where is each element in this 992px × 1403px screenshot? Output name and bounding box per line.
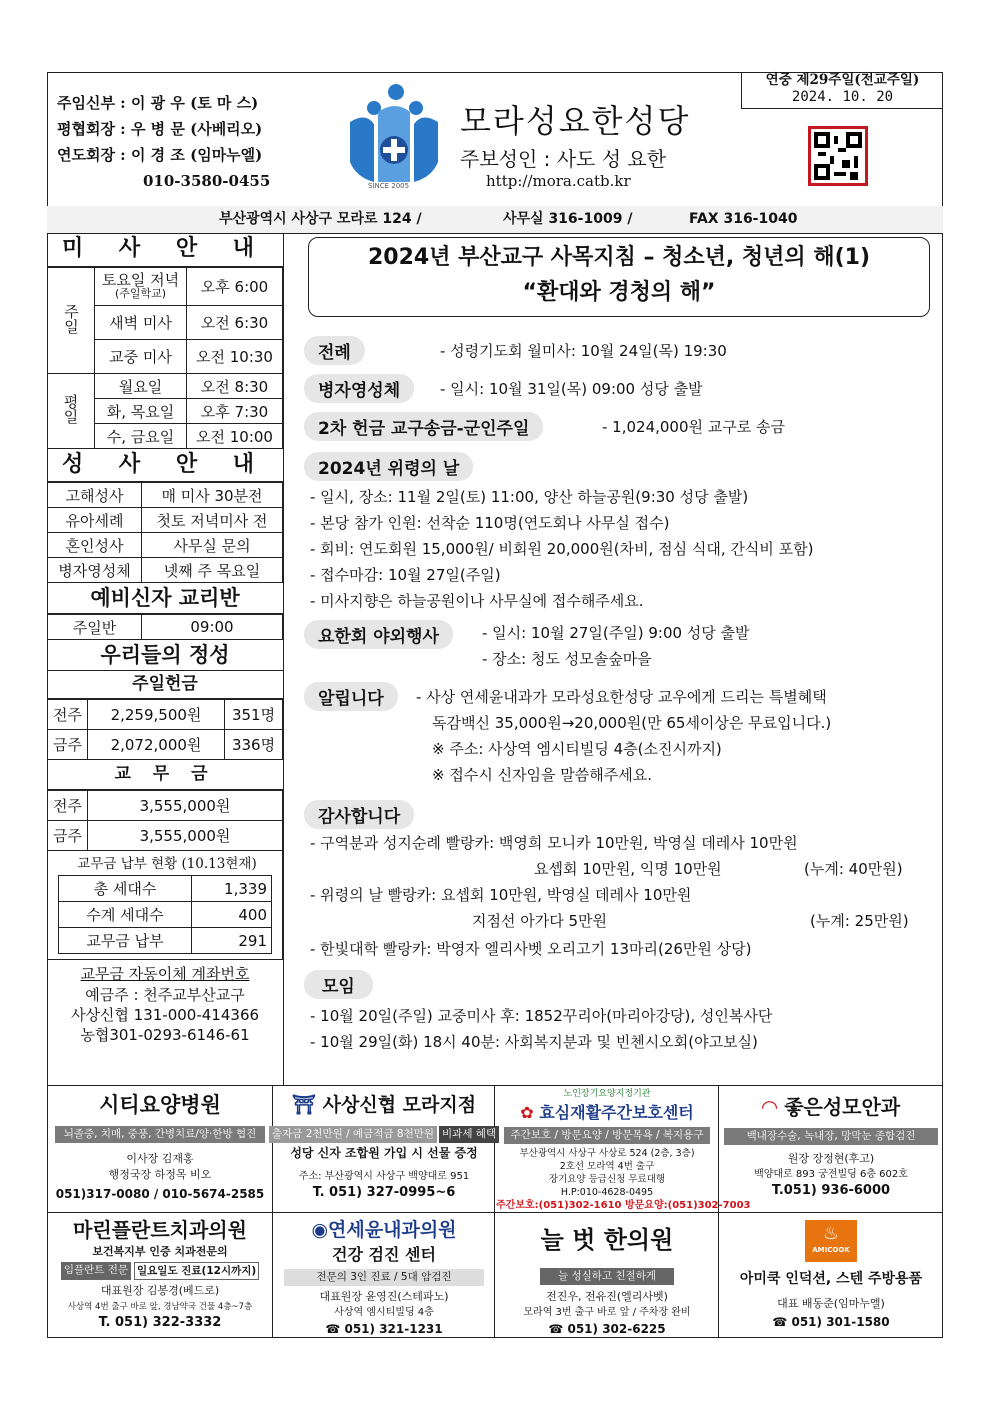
ad-hyosim-center[interactable] — [496, 1088, 751, 1212]
offering-amount: 2,259,500원 — [88, 700, 225, 730]
ad-phone: ☎ 051) 301-1580 — [772, 1315, 890, 1329]
ad-name: 늘 벗 한의원 — [540, 1225, 674, 1254]
mass-time: 오전 10:30 — [187, 340, 283, 374]
meeting-line: - 10월 20일(주일) 교중미사 후: 1852꾸리아(마리아강당), 성인복사단 — [310, 1007, 773, 1025]
dues-status-box — [47, 851, 283, 960]
sunday-offering-title: 주일헌금 — [47, 671, 283, 699]
week-label: 전주 — [48, 700, 88, 730]
account-nonghyup: 농협301-0293-6146-61 — [80, 1026, 250, 1044]
chef-hat-icon: ♨ — [822, 1223, 840, 1244]
ad-line: 부산광역시 사상구 사상로 524 (2층, 3층) — [519, 1148, 695, 1159]
thanks-total: (누계: 40만원) — [804, 860, 903, 878]
liturgy-label: 전례 — [304, 336, 365, 365]
mass-name: 토요일 저녁 (주일학교) — [95, 268, 187, 306]
yonsei-logo-icon: ◉ — [311, 1219, 329, 1241]
meeting-label: 모임 — [304, 970, 373, 999]
sacrament-table — [47, 482, 283, 583]
second-collection-text: - 1,024,000원 교구로 송금 — [602, 418, 785, 436]
second-collection-label: 2차 헌금 교구송금-군인주일 — [304, 412, 543, 441]
ad-line: 2호선 모라역 4번 출구 — [559, 1161, 655, 1172]
sacrament-name: 고해성사 — [48, 483, 142, 508]
thanks-line: - 구역분과 성지순례 빨랑카: 백영희 모니카 10만원, 박영실 데레사 10만원 — [310, 834, 798, 852]
divider — [494, 1085, 495, 1338]
ad-name: 사상신협 모라지점 — [322, 1094, 477, 1116]
ad-name: 아미쿡 인덕션, 스텐 주방용품 — [739, 1271, 923, 1287]
mass-name: 월요일 — [95, 374, 187, 399]
ad-bar: 늘 성실하고 친절하게 — [540, 1268, 674, 1285]
memorial-label: 2024년 위령의 날 — [304, 452, 473, 481]
ad-name: 마린플란트치과의원 — [73, 1218, 247, 1242]
ad-name: 효심재활주간보호센터 — [539, 1103, 694, 1122]
shinhyup-logo-icon: ⛩ — [291, 1094, 317, 1116]
mass-name: 새벽 미사 — [95, 306, 187, 340]
memorial-section — [304, 452, 934, 614]
thanks-section — [304, 800, 934, 960]
john-society-label: 요한회 야외행사 — [304, 620, 453, 649]
sacrament-value: 첫토 저녁미사 전 — [142, 508, 283, 533]
ad-name-row — [274, 1216, 494, 1244]
ad-name: 좋은성모안과 — [784, 1095, 901, 1119]
ad-bar: 비과세 혜택 — [439, 1126, 499, 1143]
second-collection-section — [304, 412, 934, 452]
ad-name-row — [274, 1090, 494, 1120]
ad-line: 전진우, 전유진(엘리사벳) — [546, 1290, 668, 1303]
thanks-line: - 위령의 날 빨랑카: 요셉회 10만원, 박영실 데레사 10만원 — [310, 886, 692, 904]
thanks-line: - 한빛대학 빨랑카: 박영자 엘리사벳 오리고기 13마리(26만원 상당) — [310, 940, 752, 958]
fax-number: FAX 316-1040 — [689, 211, 798, 227]
status-value: 1,339 — [192, 876, 272, 902]
account-holder: 예금주 : 천주교부산교구 — [85, 986, 245, 1004]
ad-line: 행정국장 하정목 비오 — [108, 1168, 212, 1181]
divider — [283, 233, 284, 1085]
mass-title: 미 사 안 내 — [47, 233, 283, 267]
ad-phone: ☎ 051) 302-6225 — [548, 1322, 666, 1336]
dues-title: 교 무 금 — [47, 760, 283, 790]
liturgy-section — [304, 336, 934, 368]
memorial-line: - 본당 참가 인원: 선착순 110명(연도회나 사무실 접수) — [310, 514, 670, 532]
ad-bar: 출자금 2천만원 / 예금적금 8천만원 — [269, 1126, 437, 1143]
meeting-section — [304, 970, 934, 1055]
dues-table — [47, 790, 283, 851]
sacrament-title: 성 사 안 내 — [47, 449, 283, 482]
catechumen-class: 주일반 — [48, 615, 142, 640]
divider — [272, 1085, 273, 1338]
catechumen-table — [47, 614, 283, 640]
offering-count: 336명 — [225, 730, 283, 760]
mass-name: 수, 금요일 — [95, 424, 187, 449]
status-label: 수계 세대수 — [59, 902, 192, 928]
pastoral-title-box — [308, 237, 930, 317]
memorial-line: - 회비: 연도회원 15,000원/ 비회원 20,000원(차비, 점심 식대, 간식비 포함) — [310, 540, 814, 558]
office-phone: 사무실 316-1009 / — [503, 211, 633, 227]
ad-bar: 임플란트 전문 — [61, 1262, 131, 1280]
status-label: 총 세대수 — [59, 876, 192, 902]
dues-status-title: 교무금 납부 현황 (10.13현재) — [77, 856, 257, 872]
ad-bar: 전문의 3인 진료 / 5대 암검진 — [284, 1269, 484, 1286]
sacrament-value: 사무실 문의 — [142, 533, 283, 558]
mass-time: 오후 6:00 — [187, 268, 283, 306]
ad-phone: 주간보호:(051)302-1610 방문요양:(051)302-7003 — [496, 1200, 751, 1211]
sacrament-value: 넷째 주 목요일 — [142, 558, 283, 583]
logo-since: SINCE 2005 — [368, 182, 410, 190]
mass-time: 오전 8:30 — [187, 374, 283, 399]
eye-logo-icon: ◠ — [761, 1095, 778, 1119]
ad-bar: 백내장수술, 녹내장, 망막눈 종합검진 — [724, 1128, 938, 1145]
liturgy-text: - 성령기도회 월미사: 10월 24일(목) 19:30 — [440, 342, 727, 360]
address-bar — [47, 206, 943, 233]
mass-table — [47, 267, 283, 449]
mass-time: 오전 10:00 — [187, 424, 283, 449]
sick-label: 병자영성체 — [304, 374, 414, 403]
main-content — [304, 336, 934, 1055]
divider — [47, 1085, 943, 1086]
status-value: 291 — [192, 928, 272, 954]
left-column — [47, 233, 283, 1045]
dues-status-table — [58, 875, 272, 954]
sacrament-name: 병자영성체 — [48, 558, 142, 583]
phone-number: 010-3580-0455 — [143, 172, 271, 190]
staff-yeondo: 연도회장 : 이 경 조 (임마누엘) — [57, 146, 263, 164]
account-title: 교무금 자동이체 계좌번호 — [80, 965, 250, 983]
hyosim-logo-icon: ✿ — [520, 1103, 534, 1122]
notice-line: ※ 접수시 신자임을 말씀해주세요. — [432, 766, 653, 784]
ad-marine-dental[interactable] — [49, 1216, 271, 1331]
notice-section — [304, 682, 934, 794]
sacrament-value: 매 미사 30분전 — [142, 483, 283, 508]
dues-amount: 3,555,000원 — [88, 791, 283, 821]
sunday-label: 주일 — [48, 268, 95, 374]
thanks-total: (누계: 25만원) — [810, 912, 909, 930]
ad-sasang-shinhyup[interactable] — [271, 1090, 497, 1201]
john-society-line: - 장소: 청도 성모솔숲마을 — [482, 650, 652, 668]
staff-priest: 주임신부 : 이 광 우 (토 마 스) — [57, 94, 259, 112]
account-shinhyup: 사상신협 131-000-414366 — [70, 1006, 260, 1024]
ad-line: 장기요양 등급신청 무료대행 — [548, 1174, 666, 1185]
ad-sub: 보건복지부 인증 치과전문의 — [92, 1245, 228, 1258]
qr-code[interactable] — [808, 126, 868, 186]
ad-bars — [49, 1262, 271, 1280]
ad-line: 원장 장정현(후고) — [787, 1152, 875, 1165]
thanks-label: 감사합니다 — [304, 800, 414, 829]
memorial-lines — [304, 484, 934, 614]
mass-name: 교중 미사 — [95, 340, 187, 374]
ad-line: 대표원장 김봉경(베드로) — [100, 1284, 220, 1297]
notice-line: - 사상 연세윤내과가 모라성요한성당 교우에게 드리는 특별혜택 — [416, 688, 827, 706]
ad-line: 주소: 부산광역시 사상구 백양대로 951 — [298, 1171, 470, 1182]
title-line1: 2024년 부산교구 사목지침 – 청소년, 청년의 해(1) — [368, 245, 870, 270]
catechumen-time: 09:00 — [142, 615, 283, 640]
ad-line: 모라역 3번 출구 바로 앞 / 주차장 완비 — [523, 1307, 691, 1318]
sacrament-name: 유아세례 — [48, 508, 142, 533]
weekday-label: 평일 — [48, 374, 95, 449]
sick-section — [304, 374, 934, 412]
parish-name: 모라성요한성당 — [460, 102, 691, 140]
ad-name: 연세윤내과의원 — [328, 1219, 457, 1241]
ad-line: 성당 신자 조합원 가입 시 선물 증정 — [290, 1146, 478, 1160]
ad-line: 백양대로 893 궁전빌딩 6층 602호 — [754, 1169, 908, 1180]
ad-yonsei-clinic[interactable] — [274, 1216, 494, 1337]
ad-line: 대표원장 윤영진(스테파노) — [319, 1290, 449, 1303]
ad-sub: 건강 검진 센터 — [332, 1245, 436, 1264]
memorial-line: - 일시, 장소: 11월 2일(토) 11:00, 양산 하늘공원(9:30 성당 출발) — [310, 488, 749, 506]
ad-line: H.P:010-4628-0495 — [560, 1187, 654, 1198]
patron-saint: 주보성인 : 사도 성 요한 — [460, 147, 667, 171]
thanks-line: 지점선 아가다 5만원 — [472, 912, 608, 930]
week-label: 금주 — [48, 730, 88, 760]
mass-time: 오전 6:30 — [187, 306, 283, 340]
bulletin-date: 2024. 10. 20 — [791, 89, 894, 105]
dues-amount: 3,555,000원 — [88, 821, 283, 851]
ad-bar: 뇌졸중, 치매, 중풍, 간병치료/양·한방 협진 — [55, 1126, 265, 1143]
thanks-line: 요셉회 10만원, 익명 10만원 — [534, 860, 722, 878]
ad-line: 사상역 4번 출구 바로 앞, 경남약국 건물 4층~7층 — [67, 1302, 253, 1312]
john-society-line: - 일시: 10월 27일(주일) 9:00 성당 출발 — [482, 624, 750, 642]
memorial-line: - 미사지향은 하늘공원이나 사무실에 접수해주세요. — [310, 592, 644, 610]
notice-line: 독감백신 35,000원→20,000원(만 65세이상은 무료입니다.) — [432, 714, 832, 732]
john-society-section — [304, 620, 934, 676]
ad-phone: T. 051) 327-0995~6 — [312, 1185, 456, 1200]
offering-amount: 2,072,000원 — [88, 730, 225, 760]
account-box — [47, 960, 283, 1045]
mass-time: 오후 7:30 — [187, 399, 283, 424]
offering-title: 우리들의 정성 — [47, 640, 283, 671]
ad-neulbeot-clinic[interactable] — [496, 1218, 718, 1337]
week-label: 전주 — [48, 791, 88, 821]
amicook-logo: ♨ AMICOOK — [805, 1220, 857, 1262]
status-label: 교무금 납부 — [59, 928, 192, 954]
week-label: 금주 — [48, 821, 88, 851]
mass-name: 화, 목요일 — [95, 399, 187, 424]
meeting-lines — [304, 1003, 934, 1055]
website-url[interactable]: http://mora.catb.kr — [486, 172, 631, 190]
edition-line: 연중 제29주일(전교주일) — [765, 72, 920, 88]
ad-phone: ☎ 051) 321-1231 — [325, 1322, 443, 1336]
ad-good-eye-clinic[interactable] — [720, 1092, 942, 1199]
meeting-line: - 10월 29일(화) 18시 40분: 사회복지분과 및 빈첸시오회(야고보실) — [310, 1033, 758, 1051]
ad-name: 시티요양병원 — [99, 1093, 221, 1117]
notice-label: 알립니다 — [304, 682, 398, 711]
title-line2: “환대와 경청의 해” — [522, 280, 716, 305]
ad-phone: T. 051) 322-3332 — [98, 1315, 222, 1330]
memorial-line: - 접수마감: 10월 27일(주일) — [310, 566, 501, 584]
divider — [47, 1212, 943, 1213]
edition-box — [741, 72, 943, 109]
divider — [718, 1085, 719, 1338]
ad-name-row — [496, 1101, 718, 1125]
catechumen-title: 예비신자 교리반 — [47, 583, 283, 614]
staff-council: 평협회장 : 우 병 문 (사베리오) — [57, 120, 263, 138]
ad-top: 노인장기요양지정기관 — [563, 1089, 651, 1099]
ad-phone: 051)317-0080 / 010-5674-2585 — [55, 1187, 265, 1201]
address: 부산광역시 사상구 모라로 124 / — [219, 211, 422, 227]
ad-phone: T.051) 936-6000 — [771, 1183, 891, 1198]
ad-line: 대표 배동준(임마누엘) — [777, 1297, 885, 1310]
sunday-offering-table — [47, 699, 283, 760]
staff-list — [57, 90, 297, 194]
parish-logo — [346, 82, 442, 194]
ad-line: 이사장 김재홍 — [126, 1152, 194, 1165]
sick-text: - 일시: 10월 31일(목) 09:00 성당 출발 — [440, 380, 703, 398]
ad-bar: 일요일도 진료(12시까지) — [134, 1262, 259, 1280]
status-value: 400 — [192, 902, 272, 928]
ad-bar: 주간보호 / 방문요양 / 방문목욕 / 복지용구 — [504, 1127, 710, 1144]
notice-line: ※ 주소: 사상역 엠시티빌딩 4층(소진시까지) — [432, 740, 722, 758]
ad-name-row — [720, 1092, 942, 1122]
offering-count: 351명 — [225, 700, 283, 730]
ad-bars — [271, 1126, 497, 1143]
ad-amicook[interactable] — [720, 1220, 942, 1330]
ad-city-hospital[interactable] — [49, 1090, 271, 1202]
ad-line: 사상역 엠시티빌딩 4층 — [334, 1307, 434, 1318]
sacrament-name: 혼인성사 — [48, 533, 142, 558]
